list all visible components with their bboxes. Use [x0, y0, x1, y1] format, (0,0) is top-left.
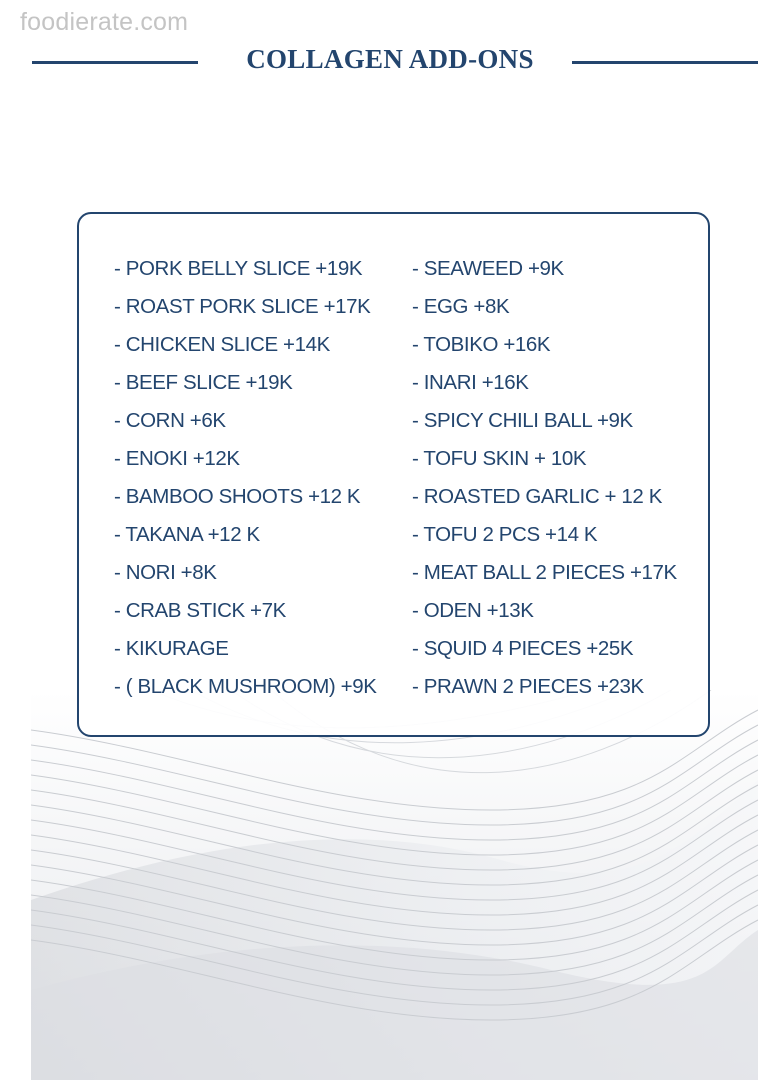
page-title: COLLAGEN ADD-ONS: [246, 44, 534, 74]
list-item: - SPICY CHILI BALL +9K: [412, 409, 633, 432]
list-item: - CRAB STICK +7K: [114, 599, 286, 622]
list-item: - ( BLACK MUSHROOM) +9K: [114, 675, 377, 698]
list-item: - CHICKEN SLICE +14K: [114, 333, 330, 356]
list-item: - ODEN +13K: [412, 599, 534, 622]
list-item: - TOBIKO +16K: [412, 333, 551, 356]
list-item: - TOFU 2 PCS +14 K: [412, 523, 598, 546]
list-item: - ENOKI +12K: [114, 447, 240, 470]
list-item: - ROASTED GARLIC + 12 K: [412, 485, 662, 508]
list-item: - PORK BELLY SLICE +19K: [114, 257, 363, 280]
list-item: - TAKANA +12 K: [114, 523, 260, 546]
list-item: - INARI +16K: [412, 371, 529, 394]
list-item: - SEAWEED +9K: [412, 257, 564, 280]
addons-list-right: [412, 254, 677, 710]
wave-background: [31, 690, 758, 1080]
addons-list-left: [114, 254, 376, 710]
list-item: - EGG +8K: [412, 295, 510, 318]
list-item: - TOFU SKIN + 10K: [412, 447, 587, 470]
list-item: - CORN +6K: [114, 409, 226, 432]
list-item: - MEAT BALL 2 PIECES +17K: [412, 561, 677, 584]
list-item: - SQUID 4 PIECES +25K: [412, 637, 634, 660]
list-item: - KIKURAGE: [114, 637, 229, 660]
watermark-text: foodierate.com: [20, 8, 189, 36]
addons-card: [77, 212, 710, 737]
list-item: - BAMBOO SHOOTS +12 K: [114, 485, 361, 508]
list-item: - BEEF SLICE +19K: [114, 371, 293, 394]
title-rule-right: [572, 61, 758, 64]
list-item: - PRAWN 2 PIECES +23K: [412, 675, 644, 698]
list-item: - ROAST PORK SLICE +17K: [114, 295, 371, 318]
list-item: - NORI +8K: [114, 561, 217, 584]
